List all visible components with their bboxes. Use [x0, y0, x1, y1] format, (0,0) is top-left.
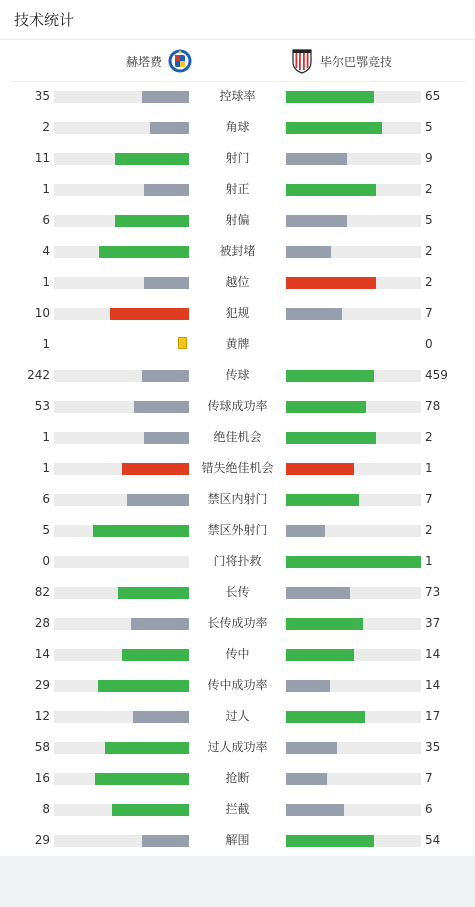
stat-row [0, 515, 475, 546]
stat-row [0, 112, 475, 143]
away-stat-value: 65 [425, 89, 441, 103]
stat-label: 过人成功率 [207, 740, 268, 754]
stat-row [0, 391, 475, 422]
away-stat-bar-fill [286, 153, 347, 165]
stat-label: 绝佳机会 [213, 430, 262, 444]
home-stat-bar [54, 804, 189, 816]
away-stat-value: 459 [425, 368, 448, 382]
home-stat-value: 242 [27, 368, 50, 382]
home-stat-bar [54, 835, 189, 847]
stat-label: 拦截 [225, 802, 250, 816]
away-stat-value: 2 [425, 182, 433, 196]
home-stat-bar [54, 463, 189, 475]
home-stat-value: 1 [42, 275, 50, 289]
away-stat-value: 6 [425, 802, 433, 816]
stat-label: 门将扑救 [213, 554, 262, 568]
away-stat-bar-fill [286, 308, 342, 320]
yellow-card-icon [178, 337, 187, 349]
home-stat-value: 11 [34, 151, 50, 165]
away-stat-bar-fill [286, 370, 374, 382]
away-team-name: 毕尔巴鄂竞技 [320, 54, 393, 69]
home-stat-bar-fill [144, 184, 189, 196]
away-stat-bar [286, 525, 421, 537]
away-stat-value: 7 [425, 492, 433, 506]
stat-row [0, 794, 475, 825]
stat-row [0, 484, 475, 515]
away-stat-bar [286, 215, 421, 227]
home-stat-bar-fill [144, 432, 189, 444]
away-team[interactable] [290, 41, 392, 81]
home-stat-bar-fill [122, 463, 190, 475]
stat-label: 传球 [225, 368, 250, 382]
away-stat-value: 14 [425, 678, 441, 692]
home-stat-value: 0 [42, 554, 50, 568]
away-stat-value: 9 [425, 151, 433, 165]
home-stat-bar-fill [127, 494, 189, 506]
stat-label: 长传 [225, 585, 250, 599]
home-stat-bar-fill [95, 773, 189, 785]
stat-row [0, 763, 475, 794]
stat-label: 禁区外射门 [207, 523, 268, 537]
home-stat-bar [54, 370, 189, 382]
home-stat-bar [54, 742, 189, 754]
stat-row [0, 298, 475, 329]
away-stat-bar-fill [286, 556, 421, 568]
home-team-name: 赫塔费 [125, 54, 162, 69]
away-stat-bar-fill [286, 525, 325, 537]
home-stat-bar-fill [150, 122, 189, 134]
away-stat-bar [286, 556, 421, 568]
stat-row [0, 205, 475, 236]
home-stat-bar [54, 649, 189, 661]
home-stat-value: 6 [42, 213, 50, 227]
home-stat-bar [54, 618, 189, 630]
home-stat-bar [54, 215, 189, 227]
home-stat-value: 35 [34, 89, 50, 103]
stat-row [0, 329, 475, 360]
away-stat-value: 54 [425, 833, 441, 847]
stat-row [0, 81, 475, 112]
home-stat-bar-fill [122, 649, 190, 661]
home-stat-bar-fill [133, 711, 189, 723]
stat-label: 传球成功率 [207, 399, 268, 413]
stat-label: 黄牌 [225, 337, 250, 351]
away-stat-bar-fill [286, 711, 365, 723]
away-stat-bar [286, 277, 421, 289]
home-stat-bar [54, 494, 189, 506]
stat-row [0, 267, 475, 298]
away-stat-value: 17 [425, 709, 441, 723]
home-stat-value: 58 [34, 740, 50, 754]
stat-label: 解围 [225, 833, 250, 847]
stat-label: 射正 [225, 182, 250, 196]
stat-label: 错失绝佳机会 [201, 461, 274, 475]
home-stat-bar-fill [105, 742, 189, 754]
stat-row [0, 546, 475, 577]
home-stat-value: 82 [34, 585, 50, 599]
home-stat-value: 53 [34, 399, 50, 413]
home-stat-bar [54, 587, 189, 599]
stat-label: 抢断 [225, 771, 250, 785]
away-stat-bar [286, 773, 421, 785]
home-stat-value: 28 [34, 616, 50, 630]
away-stat-bar [286, 153, 421, 165]
away-stat-bar [286, 463, 421, 475]
stat-row [0, 825, 475, 856]
away-stat-value: 2 [425, 244, 433, 258]
away-stat-bar [286, 91, 421, 103]
home-stat-bar-fill [115, 153, 189, 165]
home-stat-bar [54, 184, 189, 196]
away-stat-value: 78 [425, 399, 441, 413]
away-stat-bar [286, 122, 421, 134]
home-stat-value: 5 [42, 523, 50, 537]
home-stat-value: 14 [34, 647, 50, 661]
home-stat-value: 2 [42, 120, 50, 134]
home-stat-value: 10 [34, 306, 50, 320]
away-stat-bar-fill [286, 215, 347, 227]
away-stat-value: 5 [425, 120, 433, 134]
home-stat-bar-fill [98, 680, 189, 692]
home-stat-bar [54, 432, 189, 444]
stat-label: 射门 [225, 151, 250, 165]
away-stat-value: 7 [425, 771, 433, 785]
away-stat-value: 7 [425, 306, 433, 320]
home-stat-value: 16 [34, 771, 50, 785]
home-stat-value: 4 [42, 244, 50, 258]
away-stat-bar-fill [286, 804, 344, 816]
away-stat-bar-fill [286, 587, 350, 599]
stat-label: 过人 [225, 709, 250, 723]
home-stat-bar [54, 680, 189, 692]
home-stat-bar [54, 401, 189, 413]
away-stat-bar [286, 711, 421, 723]
home-stat-value: 1 [42, 461, 50, 475]
home-stat-bar [54, 122, 189, 134]
stat-label: 控球率 [219, 89, 256, 103]
stats-list [0, 81, 475, 856]
home-stat-bar-fill [142, 370, 189, 382]
home-stat-bar-fill [118, 587, 189, 599]
home-stat-value: 12 [34, 709, 50, 723]
home-stat-bar-fill [142, 91, 189, 103]
home-stat-bar-fill [110, 308, 189, 320]
page-title: 技术统计 [0, 0, 475, 40]
away-stat-value: 0 [425, 337, 433, 351]
home-stat-bar [54, 277, 189, 289]
stat-row [0, 453, 475, 484]
home-stat-bar [54, 525, 189, 537]
home-stat-value: 1 [42, 182, 50, 196]
home-stat-value: 1 [42, 430, 50, 444]
away-stat-bar-fill [286, 277, 376, 289]
home-stat-value: 29 [34, 678, 50, 692]
stat-label: 传中 [225, 647, 250, 661]
getafe-crest-icon [168, 48, 192, 74]
away-stat-bar-fill [286, 184, 376, 196]
stat-label: 被封堵 [219, 244, 256, 258]
away-stat-bar [286, 618, 421, 630]
home-stat-value: 1 [42, 337, 50, 351]
away-stat-bar [286, 494, 421, 506]
stat-row [0, 577, 475, 608]
home-stat-bar [54, 91, 189, 103]
away-stat-bar [286, 587, 421, 599]
stat-row [0, 732, 475, 763]
stat-label: 越位 [225, 275, 250, 289]
home-stat-value: 8 [42, 802, 50, 816]
away-stat-value: 14 [425, 647, 441, 661]
stat-row [0, 143, 475, 174]
away-stat-bar [286, 184, 421, 196]
stat-row [0, 701, 475, 732]
stat-label: 射偏 [225, 213, 250, 227]
away-stat-bar-fill [286, 649, 354, 661]
home-stat-bar [54, 556, 189, 568]
home-stat-bar [54, 773, 189, 785]
stat-row [0, 670, 475, 701]
away-stat-value: 73 [425, 585, 441, 599]
stat-label: 传中成功率 [207, 678, 268, 692]
away-stat-value: 2 [425, 523, 433, 537]
stat-row [0, 174, 475, 205]
away-stat-value: 37 [425, 616, 441, 630]
home-stat-bar-fill [144, 277, 189, 289]
home-stat-bar-fill [99, 246, 189, 258]
away-stat-value: 35 [425, 740, 441, 754]
stat-row [0, 236, 475, 267]
home-team[interactable] [126, 41, 192, 81]
away-stat-bar-fill [286, 680, 330, 692]
home-stat-bar-fill [93, 525, 189, 537]
home-stat-bar-fill [142, 835, 189, 847]
stat-label: 禁区内射门 [207, 492, 268, 506]
stat-row [0, 360, 475, 391]
teams-header [10, 41, 465, 82]
stat-row [0, 639, 475, 670]
away-stat-bar [286, 308, 421, 320]
away-stat-value: 1 [425, 554, 433, 568]
home-stat-bar [54, 246, 189, 258]
stat-row [0, 422, 475, 453]
away-stat-bar [286, 246, 421, 258]
away-stat-bar [286, 742, 421, 754]
home-stat-value: 6 [42, 492, 50, 506]
away-stat-value: 5 [425, 213, 433, 227]
away-stat-bar [286, 804, 421, 816]
athletic-bilbao-crest-icon [290, 48, 314, 74]
home-stat-bar-fill [134, 401, 189, 413]
away-stat-bar-fill [286, 91, 374, 103]
away-stat-bar-fill [286, 122, 382, 134]
away-stat-bar-fill [286, 401, 366, 413]
away-stat-value: 1 [425, 461, 433, 475]
away-stat-bar-fill [286, 494, 359, 506]
stat-label: 长传成功率 [207, 616, 268, 630]
away-stat-bar [286, 432, 421, 444]
stat-row [0, 608, 475, 639]
home-stat-bar [54, 711, 189, 723]
stat-label: 角球 [225, 120, 250, 134]
away-stat-bar-fill [286, 835, 374, 847]
away-stat-bar-fill [286, 742, 337, 754]
away-stat-bar-fill [286, 773, 327, 785]
home-stat-value: 29 [34, 833, 50, 847]
away-stat-bar-fill [286, 618, 363, 630]
home-stat-bar-fill [115, 215, 189, 227]
away-stat-bar [286, 370, 421, 382]
away-stat-bar-fill [286, 246, 331, 258]
away-stat-bar [286, 401, 421, 413]
away-stat-bar [286, 835, 421, 847]
away-stat-bar-fill [286, 432, 376, 444]
home-stat-bar-fill [112, 804, 189, 816]
away-stat-bar [286, 649, 421, 661]
away-stat-bar [286, 680, 421, 692]
away-stat-value: 2 [425, 430, 433, 444]
home-stat-bar-fill [131, 618, 189, 630]
stat-label: 犯规 [225, 306, 250, 320]
away-stat-bar-fill [286, 463, 354, 475]
home-stat-bar [54, 308, 189, 320]
away-stat-value: 2 [425, 275, 433, 289]
home-stat-bar [54, 153, 189, 165]
